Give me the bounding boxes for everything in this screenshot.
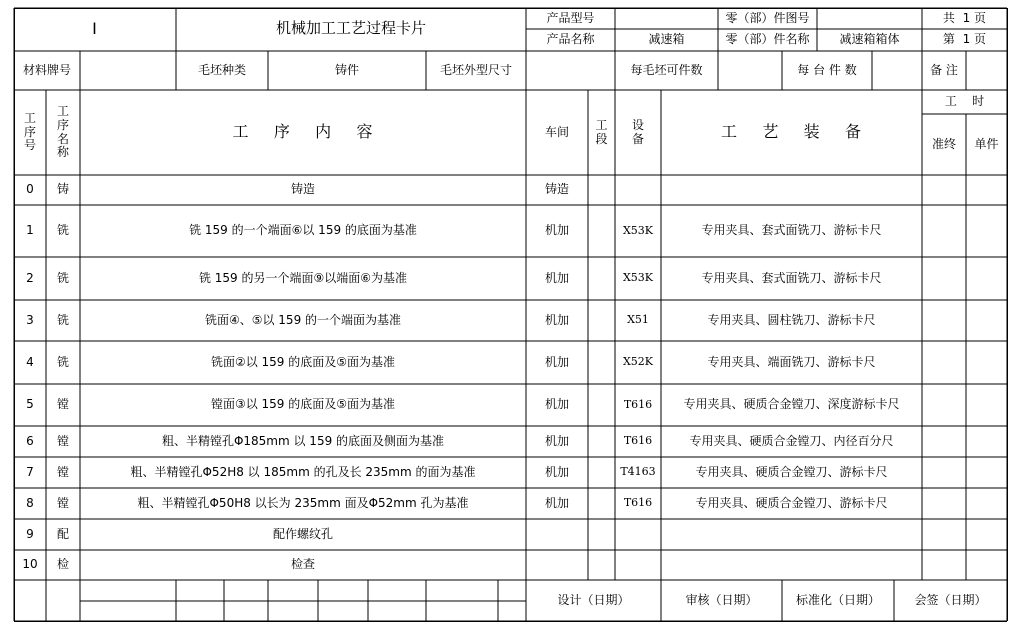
op-section: [588, 205, 615, 257]
op-workshop: 铸造: [544, 182, 569, 197]
op-workshop: 机加: [544, 270, 569, 285]
col-unit-time: 单件: [974, 136, 999, 151]
footer-design: 设计（日期）: [557, 592, 630, 607]
total-pages-unit: 页: [974, 10, 987, 25]
op-workshop: 机加: [544, 223, 569, 238]
op-equipment: X51: [627, 313, 649, 327]
op-tooling: 专用夹具、硬质合金镗刀、深度游标卡尺: [683, 397, 900, 412]
col-workshop: 车间: [544, 124, 569, 139]
product-model-label: 产品型号: [546, 10, 595, 25]
op-workshop: 机加: [544, 397, 569, 412]
op-name: 镗: [56, 495, 69, 510]
op-number: 7: [26, 464, 34, 479]
op-number: 6: [26, 433, 34, 448]
op-name: 镗: [56, 464, 69, 479]
col-op-content: 工 序 内 容: [232, 122, 374, 142]
op-workshop: [526, 519, 588, 550]
op-workshop: [526, 550, 588, 580]
op-section: [588, 384, 615, 426]
op-content: 检查: [290, 557, 315, 572]
pieces-per-blank-value: [718, 51, 782, 90]
op-name: 镗: [56, 397, 69, 412]
op-name: 检: [56, 557, 69, 572]
page-number: [922, 29, 1007, 50]
op-content: 粗、半精镗孔Φ52H8 以 185mm 的孔及长 235mm 的面为基准: [130, 464, 476, 479]
blank-size-label: 毛坯外型尺寸: [439, 62, 512, 77]
part-name-value: 减速箱箱体: [839, 31, 900, 46]
op-workshop: 机加: [544, 433, 569, 448]
op-number: 5: [26, 397, 34, 412]
col-op-no: 工序号: [24, 110, 37, 153]
roman-numeral: I: [92, 18, 98, 38]
total-pages: [922, 8, 1007, 29]
op-tooling: 专用夹具、端面铣刀、游标卡尺: [707, 354, 876, 369]
op-number: 0: [26, 182, 34, 197]
op-equipment: T4163: [620, 465, 656, 479]
op-name: 铸: [56, 182, 69, 197]
page-number-unit: 页: [974, 31, 987, 46]
footer-review: 审核（日期）: [685, 592, 758, 607]
material-grade-value: [80, 51, 176, 90]
op-section: [588, 488, 615, 519]
col-equipment: 设备: [631, 117, 644, 146]
op-name: 铣: [56, 354, 69, 369]
part-drawing-no-value: [817, 8, 922, 29]
op-equipment: X53K: [622, 223, 654, 237]
op-content: 铣面④、⑤以 159 的一个端面为基准: [204, 312, 402, 327]
op-content: 铣 159 的另一个端面⑨以端面⑥为基准: [198, 270, 408, 285]
op-number: 2: [26, 270, 34, 285]
product-name-label: 产品名称: [546, 31, 595, 46]
op-number: 9: [26, 526, 34, 541]
op-equipment: [615, 519, 661, 550]
op-section: [588, 257, 615, 300]
card-title: 机械加工工艺过程卡片: [275, 19, 426, 38]
remarks-label: 备 注: [930, 62, 958, 77]
op-content: 铣 159 的一个端面⑥以 159 的底面为基准: [189, 223, 417, 238]
op-section: [588, 426, 615, 457]
op-section: [588, 341, 615, 384]
op-section: [588, 175, 615, 205]
blank-type-label: 毛坯种类: [197, 62, 246, 77]
blank-type-value: 铸件: [334, 62, 359, 77]
op-number: 4: [26, 354, 34, 369]
op-section: [588, 457, 615, 488]
op-equipment: T616: [623, 496, 653, 510]
op-number: 1: [26, 223, 34, 238]
op-tooling: 专用夹具、硬质合金镗刀、内径百分尺: [689, 433, 894, 448]
op-tooling: 专用夹具、硬质合金镗刀、游标卡尺: [695, 495, 888, 510]
op-tooling: 专用夹具、套式面铣刀、游标卡尺: [701, 223, 882, 238]
footer-standardize: 标准化（日期）: [795, 592, 880, 607]
op-tooling: 专用夹具、套式面铣刀、游标卡尺: [701, 270, 882, 285]
op-tooling: [661, 175, 922, 205]
col-hours: 工 时: [944, 94, 985, 109]
op-tooling: [661, 519, 922, 550]
op-workshop: 机加: [544, 464, 569, 479]
op-tooling: 专用夹具、圆柱铣刀、游标卡尺: [707, 312, 876, 327]
part-drawing-no-label: 零（部）件图号: [725, 10, 810, 25]
product-model-value: [615, 8, 718, 29]
footer-countersign: 会签（日期）: [914, 592, 987, 607]
op-name: 铣: [56, 223, 69, 238]
part-name-label: 零（部）件名称: [725, 31, 810, 46]
op-content: 铣面②以 159 的底面及⑤面为基准: [210, 354, 396, 369]
product-name-value: 减速箱: [648, 31, 685, 46]
col-op-name: 工序名称: [57, 103, 70, 160]
material-grade-label: 材料牌号: [22, 62, 71, 77]
pieces-per-blank-label: 每毛坯可件数: [630, 62, 703, 77]
op-content: 镗面③以 159 的底面及⑤面为基准: [210, 397, 396, 412]
op-equipment: [615, 550, 661, 580]
op-content: 粗、半精镗孔Φ50H8 以长为 235mm 面及Φ52mm 孔为基准: [137, 495, 469, 510]
op-equipment: T616: [623, 434, 653, 448]
op-number: 10: [22, 557, 38, 572]
op-tooling: 专用夹具、硬质合金镗刀、游标卡尺: [695, 464, 888, 479]
op-name: 铣: [56, 312, 69, 327]
col-section: 工段: [595, 117, 608, 146]
op-workshop: 机加: [544, 495, 569, 510]
op-name: 镗: [56, 433, 69, 448]
op-equipment: T616: [623, 397, 653, 411]
op-name: 配: [56, 526, 69, 541]
page-number-value: 1: [962, 31, 971, 46]
op-section: [588, 519, 615, 550]
blank-size-value: [526, 51, 615, 90]
op-workshop: 机加: [544, 354, 569, 369]
op-number: 8: [26, 495, 34, 510]
col-tooling: 工 艺 装 备: [720, 122, 863, 142]
op-content: 粗、半精镗孔Φ185mm 以 159 的底面及侧面为基准: [161, 433, 445, 448]
page-number-label: 第: [942, 31, 955, 46]
op-section: [588, 300, 615, 341]
op-name: 铣: [56, 270, 69, 285]
op-content: 铸造: [290, 182, 315, 197]
op-equipment: [615, 175, 661, 205]
op-section: [588, 550, 615, 580]
op-content: 配作螺纹孔: [272, 526, 333, 541]
op-workshop: 机加: [544, 312, 569, 327]
op-equipment: X53K: [622, 271, 654, 285]
total-pages-value: 1: [962, 10, 971, 25]
col-prep-time: 准终: [931, 136, 956, 151]
units-per-machine-value: [872, 51, 922, 90]
op-equipment: X52K: [622, 355, 654, 369]
remarks-value: [966, 51, 1007, 90]
op-tooling: [661, 550, 922, 580]
total-pages-label: 共: [942, 10, 955, 25]
units-per-machine-label: 每 台 件 数: [797, 62, 857, 77]
op-number: 3: [26, 312, 34, 327]
